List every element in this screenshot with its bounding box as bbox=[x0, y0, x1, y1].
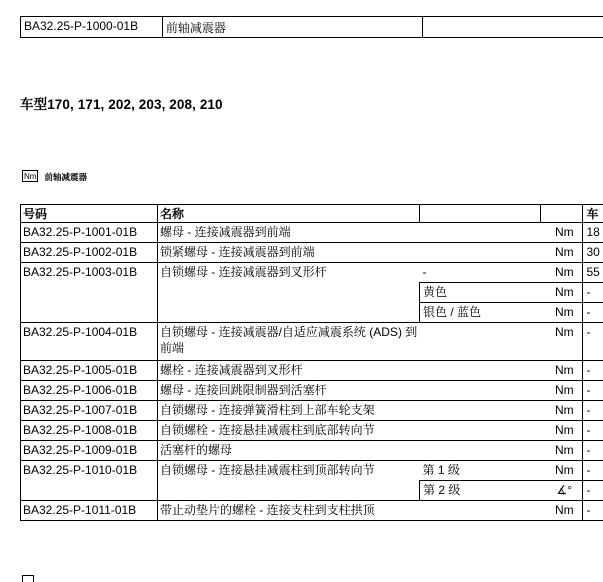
header-unit bbox=[540, 205, 583, 223]
row-unit: Nm bbox=[540, 501, 583, 521]
row-unit: Nm bbox=[540, 263, 583, 283]
next-section-icon bbox=[22, 575, 34, 582]
row-value: - bbox=[583, 501, 603, 521]
table-row bbox=[21, 263, 603, 283]
row-value: - bbox=[583, 323, 603, 361]
table-row bbox=[21, 441, 603, 461]
table-row bbox=[21, 243, 603, 263]
model-heading: 车型170, 171, 202, 203, 208, 210 bbox=[20, 97, 223, 112]
row-value: - bbox=[583, 381, 603, 401]
torque-table bbox=[20, 204, 603, 521]
table-row bbox=[21, 323, 603, 361]
row-unit: Nm bbox=[540, 243, 583, 263]
row-value: 30 bbox=[583, 243, 603, 263]
row-value: - bbox=[583, 421, 603, 441]
row-variant bbox=[420, 323, 541, 361]
row-code: BA32.25-P-1001-01B bbox=[21, 223, 158, 243]
row-value: - bbox=[583, 441, 603, 461]
reference-extra bbox=[422, 17, 603, 38]
row-variant bbox=[420, 501, 541, 521]
row-code: BA32.25-P-1007-01B bbox=[21, 401, 158, 421]
row-value: 55 bbox=[583, 263, 603, 283]
row-unit: Nm bbox=[540, 283, 583, 303]
row-value: - bbox=[583, 303, 603, 323]
row-variant bbox=[420, 421, 541, 441]
row-unit: Nm bbox=[540, 303, 583, 323]
row-code: BA32.25-P-1008-01B bbox=[21, 421, 158, 441]
row-name: 自锁螺栓 - 连接悬挂减震柱到底部转向节 bbox=[157, 421, 419, 441]
table-header-row bbox=[21, 205, 603, 223]
row-unit: Nm bbox=[540, 441, 583, 461]
row-name: 自锁螺母 - 连接弹簧滑柱到上部车轮支架 bbox=[157, 401, 419, 421]
row-unit: Nm bbox=[540, 401, 583, 421]
row-name: 螺母 - 连接减震器到前端 bbox=[157, 223, 419, 243]
row-value: - bbox=[583, 401, 603, 421]
table-row bbox=[21, 381, 603, 401]
table-row bbox=[21, 223, 603, 243]
row-variant bbox=[420, 441, 541, 461]
reference-row bbox=[20, 16, 603, 38]
row-variant: 银色 / 蓝色 bbox=[420, 303, 541, 323]
table-row bbox=[21, 361, 603, 381]
row-variant: 第 1 级 bbox=[420, 461, 541, 481]
torque-icon: Nm bbox=[24, 172, 37, 181]
row-code: BA32.25-P-1010-01B bbox=[21, 461, 158, 501]
row-value: - bbox=[583, 481, 603, 501]
header-code: 号码 bbox=[21, 205, 158, 223]
row-unit: Nm bbox=[540, 461, 583, 481]
row-value: 18 bbox=[583, 223, 603, 243]
table-row bbox=[21, 461, 603, 481]
row-variant bbox=[420, 243, 541, 263]
row-variant: 黄色 bbox=[420, 283, 541, 303]
row-name: 活塞杆的螺母 bbox=[157, 441, 419, 461]
table-row bbox=[21, 501, 603, 521]
row-unit: Nm bbox=[540, 421, 583, 441]
table-row bbox=[21, 421, 603, 441]
row-name: 自锁螺母 - 连接减震器/自适应减震系统 (ADS) 到前端 bbox=[157, 323, 419, 361]
row-unit: ∡° bbox=[540, 481, 583, 501]
reference-title: 前轴减震器 bbox=[162, 17, 422, 38]
row-code: BA32.25-P-1011-01B bbox=[21, 501, 158, 521]
row-variant bbox=[420, 361, 541, 381]
section-title: 前轴减震器 bbox=[44, 172, 87, 182]
row-variant bbox=[420, 223, 541, 243]
row-code: BA32.25-P-1003-01B bbox=[21, 263, 158, 323]
row-name: 自锁螺母 - 连接悬挂减震柱到顶部转向节 bbox=[157, 461, 419, 501]
row-variant bbox=[420, 381, 541, 401]
row-unit: Nm bbox=[540, 323, 583, 361]
header-variant bbox=[420, 205, 541, 223]
header-name: 名称 bbox=[157, 205, 419, 223]
row-code: BA32.25-P-1009-01B bbox=[21, 441, 158, 461]
row-value: - bbox=[583, 461, 603, 481]
row-code: BA32.25-P-1002-01B bbox=[21, 243, 158, 263]
reference-code: BA32.25-P-1000-01B bbox=[21, 17, 163, 38]
row-unit: Nm bbox=[540, 223, 583, 243]
row-variant: - bbox=[420, 263, 541, 283]
header-value: 车 bbox=[583, 205, 603, 223]
row-name: 螺母 - 连接回跳限制器到活塞杆 bbox=[157, 381, 419, 401]
section-header bbox=[22, 170, 87, 182]
row-value: - bbox=[583, 361, 603, 381]
row-variant bbox=[420, 401, 541, 421]
row-name: 锁紧螺母 - 连接减震器到前端 bbox=[157, 243, 419, 263]
row-unit: Nm bbox=[540, 381, 583, 401]
row-code: BA32.25-P-1006-01B bbox=[21, 381, 158, 401]
row-value: - bbox=[583, 283, 603, 303]
table-row bbox=[21, 401, 603, 421]
row-code: BA32.25-P-1005-01B bbox=[21, 361, 158, 381]
row-code: BA32.25-P-1004-01B bbox=[21, 323, 158, 361]
row-name: 自锁螺母 - 连接减震器到叉形杆 bbox=[157, 263, 419, 323]
row-unit: Nm bbox=[540, 361, 583, 381]
row-variant: 第 2 级 bbox=[420, 481, 541, 501]
row-name: 螺栓 - 连接减震器到叉形杆 bbox=[157, 361, 419, 381]
row-name: 带止动垫片的螺栓 - 连接支柱到支柱拱顶 bbox=[157, 501, 419, 521]
